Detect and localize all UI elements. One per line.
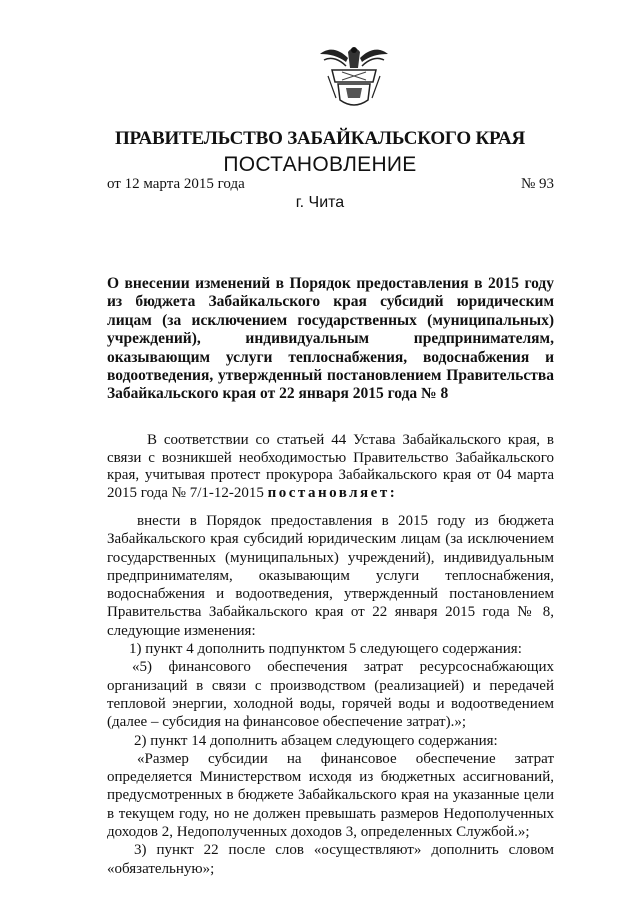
amendment-item-2: 2) пункт 14 дополнить абзацем следующего содержания: [134,732,498,749]
body-paragraph: внести в Порядок предоставления в 2015 году из бюджета Забайкальского края субсидий юридическим лицам (за исключением государственных (муниципальных) учреждений), индивидуальным предпринимателям, оказывающим услуги теплоснабжения, водоснабжения и водоотведения, утвержденный постановлением Правительства Забайкальского края от 22 января 2015 года № 8, следующие изменения: [107,513,554,639]
amendment-item-2-text: «Размер субсидии на финансовое обеспечение затрат определяется Министерством исходя из бюджетных ассигнований, предусмотренных в бюджете Забайкальского края на указанные цели в текущем году, но не должен превышать размеров Недополученных доходов 2, Недополученных доходов 3, определенных Службой.»; [107,750,554,841]
preamble [107,432,554,502]
document-number: № 93 [520,176,554,192]
government-name: ПРАВИТЕЛЬСТВО ЗАБАЙКАЛЬСКОГО КРАЯ [114,128,526,149]
coat-of-arms-icon [318,40,390,112]
document-city: г. Чита [295,194,345,211]
decree-word: постановляет: [267,484,398,501]
amendment-item-3: 3) пункт 22 после слов «осуществляют» дополнить словом «обязательную»; [107,842,554,877]
document-title: О внесении изменений в Порядок предоставления в 2015 году из бюджета Забайкальского края субсидий юридическим лицам (за исключением государственных (муниципальных) учреждений), индивидуальным предпринимателям, оказывающим услуги теплоснабжения, водоснабжения и водоотведения, утвержденный постановлением Правительства Забайкальского края от 22 января 2015 года № 8 [107,275,554,403]
document-date: от 12 марта 2015 года [107,176,245,192]
amendment-item-1-text: «5) финансового обеспечения затрат ресурсоснабжающих организаций в связи с производством (реализацией) и передачей тепловой энергии, холодной воды, горячей воды и водоотведением (далее – субсидия на финансовое обеспечение затрат).»; [107,659,554,731]
document-body [107,512,554,878]
preamble-text: В соответствии со статьей 44 Устава Забайкальского края, в связи с возникшей необходимостью Правительство Забайкальского края, учитывая протест прокурора Забайкальского края от 04 марта 2015 года № 7/1-12-2015 [107,432,554,501]
amendment-item-1: 1) пункт 4 дополнить подпунктом 5 следующего содержания: [129,641,522,658]
document-type: ПОСТАНОВЛЕНИЕ [223,153,417,176]
